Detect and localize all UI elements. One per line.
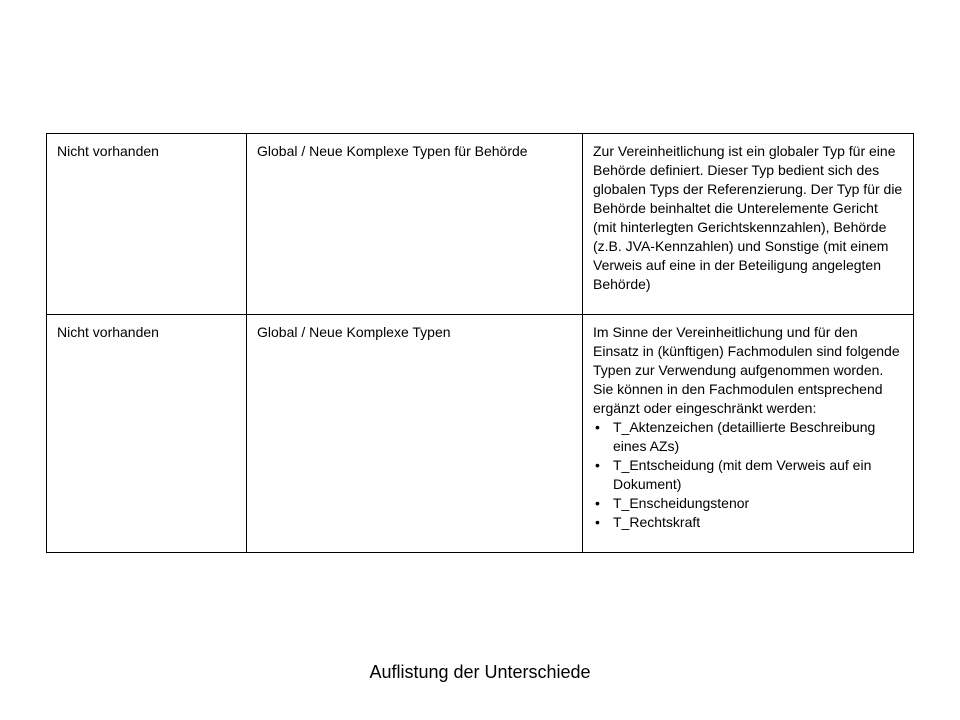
- table-cell-location: Global / Neue Komplexe Typen für Behörde: [247, 134, 583, 315]
- list-item-text: T_Entscheidung (mit dem Verweis auf ein Dokument): [613, 457, 872, 492]
- table-cell-old: Nicht vorhanden: [47, 134, 247, 315]
- list-item-text: T_Rechtskraft: [613, 514, 701, 530]
- type-list: [593, 418, 903, 532]
- list-item-text: T_Enscheidungstenor: [613, 495, 750, 511]
- list-item: [593, 456, 903, 494]
- description-text: Im Sinne der Vereinheitlichung und für den Einsatz in (künftigen) Fachmodulen sind folgende Typen zur Verwendung aufgenommen worden. Sie können in den Fachmodulen entsprechend ergänzt oder eingeschränkt werden:: [593, 324, 900, 416]
- list-item: [593, 418, 903, 456]
- table-cell-description: [583, 315, 914, 553]
- list-item: [593, 494, 903, 513]
- table-row: [47, 315, 914, 553]
- differences-table: [46, 133, 914, 553]
- table-row: [47, 134, 914, 315]
- list-item-text: T_Aktenzeichen (detaillierte Beschreibung eines AZs): [613, 419, 876, 454]
- table-cell-location: Global / Neue Komplexe Typen: [247, 315, 583, 553]
- bullet-icon: •: [595, 457, 600, 473]
- bullet-icon: •: [595, 419, 600, 435]
- list-item: [593, 513, 903, 532]
- table-cell-description: Zur Vereinheitlichung ist ein globaler Typ für eine Behörde definiert. Dieser Typ bedient sich des globalen Typs der Referenzierung. Der Typ für die Behörde beinhaltet die Unterelemente Gericht (mit hinterlegten Gerichtskennzahlen), Behörde (z.B. JVA-Kennzahlen) und Sonstige (mit einem Verweis auf eine in der Beteiligung angelegten Behörde): [583, 134, 914, 315]
- table-cell-old: Nicht vorhanden: [47, 315, 247, 553]
- bullet-icon: •: [595, 495, 600, 511]
- slide-footer-title: Auflistung der Unterschiede: [369, 662, 591, 682]
- bullet-icon: •: [595, 514, 600, 530]
